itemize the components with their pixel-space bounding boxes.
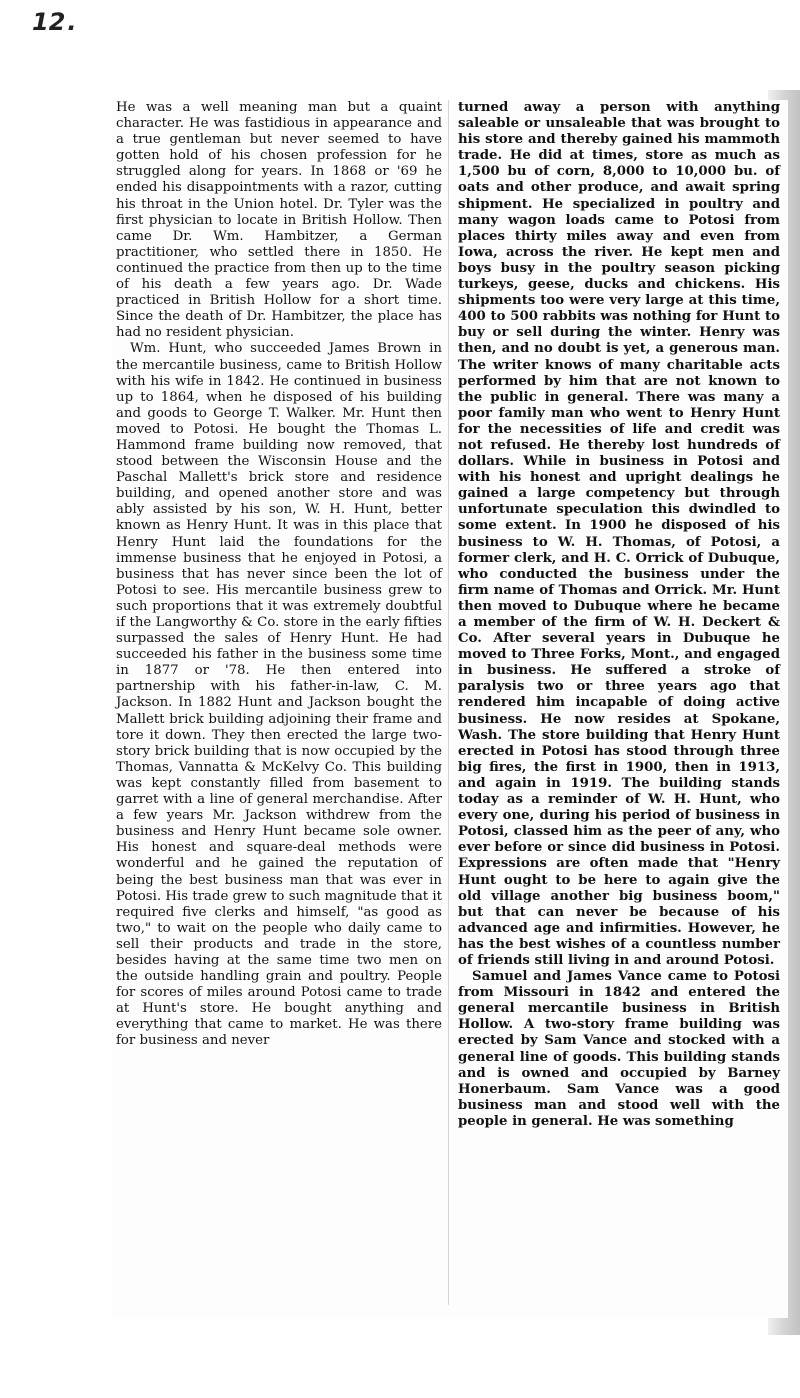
page-number xyxy=(32,8,77,36)
right-paragraph-2: Samuel and James Vance came to Potosi from Missouri in 1842 and entered the general mercantile business in British Hollow. A two-story frame building was erected by Sam Vance and stocked with a general line of goods. This building stands and is owned and occupied by Barney Honerbaum. Sam Vance was a good business man and stood well with the people in general. He was something xyxy=(458,969,780,1129)
newspaper-clipping xyxy=(112,100,788,1318)
left-paragraph-1: He was a well meaning man but a quaint character. He was fastidious in appearance and a true gentleman but never seemed to have gotten hold of his chosen profession for he struggled along for years. In 1868 or '69 he ended his disappointments with a razor, cutting his throat in the Union hotel. Dr. Tyler was the first physician to locate in British Hollow. Then came Dr. Wm. Hambitzer, a German practitioner, who settled there in 1850. He continued the practice from then up to the time of his death a few years ago. Dr. Wade practiced in British Hollow for a short time. Since the death of Dr. Hambitzer, the place has had no resident physician. xyxy=(116,100,442,341)
column-divider xyxy=(448,100,449,1305)
left-paragraph-2: Wm. Hunt, who succeeded James Brown in the mercantile business, came to British Hollow with his wife in 1842. He continued in business up to 1864, when he disposed of his building and goods to George T. Walker. Mr. Hunt then moved to Potosi. He bought the Thomas L. Hammond frame building now removed, that stood between the Wisconsin House and the Paschal Mallett's brick store and residence building, and opened another store and was ably assisted by his son, W. H. Hunt, better known as Henry Hunt. It was in this place that Henry Hunt laid the foundations for the immense business that he enjoyed in Potosi, a business that has never since been the lot of Potosi to see. His mercantile business grew to such proportions that it was extremely doubtful if the Langworthy & Co. store in the early fifties surpassed the sales of Henry Hunt. He had succeeded his father in the business some time in 1877 or '78. He then entered into partnership with his father-in-law, C. M. Jackson. In 1882 Hunt and Jackson bought the Mallett brick building adjoining their frame and tore it down. They then erected the large two-story brick building that is now occupied by the Thomas, Vannatta & McKelvy Co. This building was kept constantly filled from basement to garret with a line of general merchandise. After a few years Mr. Jackson withdrew from the business and Henry Hunt became sole owner. His honest and square-deal methods were wonderful and he gained the reputation of being the best business man that was ever in Potosi. His trade grew to such magnitude that it required five clerks and himself, "as good as two," to wait on the people who daily came to sell their products and trade in the store, besides having at the same time two men on the outside handling grain and poultry. People for scores of miles around Potosi came to trade at Hunt's store. He bought anything and everything that came to market. He was there for business and never xyxy=(116,341,442,1049)
page-number-value: 12 xyxy=(32,8,66,36)
page-number-suffix: . xyxy=(67,8,77,36)
right-paragraph-1: turned away a person with anything saleable or unsaleable that was brought to his store and thereby gained his mammoth trade. He did at times, store as much as 1,500 bu of corn, 8,000 to 10,000 bu. of oats and other produce, and await spring shipment. He specialized in poultry and many wagon loads came to Potosi from places thirty miles away and even from Iowa, across the river. He kept men and boys busy in the poultry season picking turkeys, geese, ducks and chickens. His shipments too were very large at this time, 400 to 500 rabbits was nothing for Hunt to buy or sell during the winter. Henry was then, and no doubt is yet, a generous man. The writer knows of many charitable acts performed by him that are not known to the public in general. There was many a poor family man who went to Henry Hunt for the necessities of life and credit was not refused. He thereby lost hundreds of dollars. While in business in Potosi and with his honest and upright dealings he gained a large competency but through unfortunate speculation this dwindled to some extent. In 1900 he disposed of his business to W. H. Thomas, of Potosi, a former clerk, and H. C. Orrick of Dubuque, who conducted the business under the firm name of Thomas and Orrick. Mr. Hunt then moved to Dubuque where he became a member of the firm of W. H. Deckert & Co. After several years in Dubuque he moved to Three Forks, Mont., and engaged in business. He suffered a stroke of paralysis two or three years ago that rendered him incapable of doing active business. He now resides at Spokane, Wash. The store building that Henry Hunt erected in Potosi has stood through three big fires, the first in 1900, then in 1913, and again in 1919. The building stands today as a reminder of W. H. Hunt, who every one, during his period of business in Potosi, classed him as the peer of any, who ever before or since did business in Potosi. Expressions are often made that "Henry Hunt ought to be here to again give the old village another big business boom," but that can never be because of his advanced age and infirmities. However, he has the best wishes of a countless number of friends still living in and around Potosi. xyxy=(458,100,780,968)
right-column xyxy=(458,100,780,1130)
left-column xyxy=(116,100,442,1050)
